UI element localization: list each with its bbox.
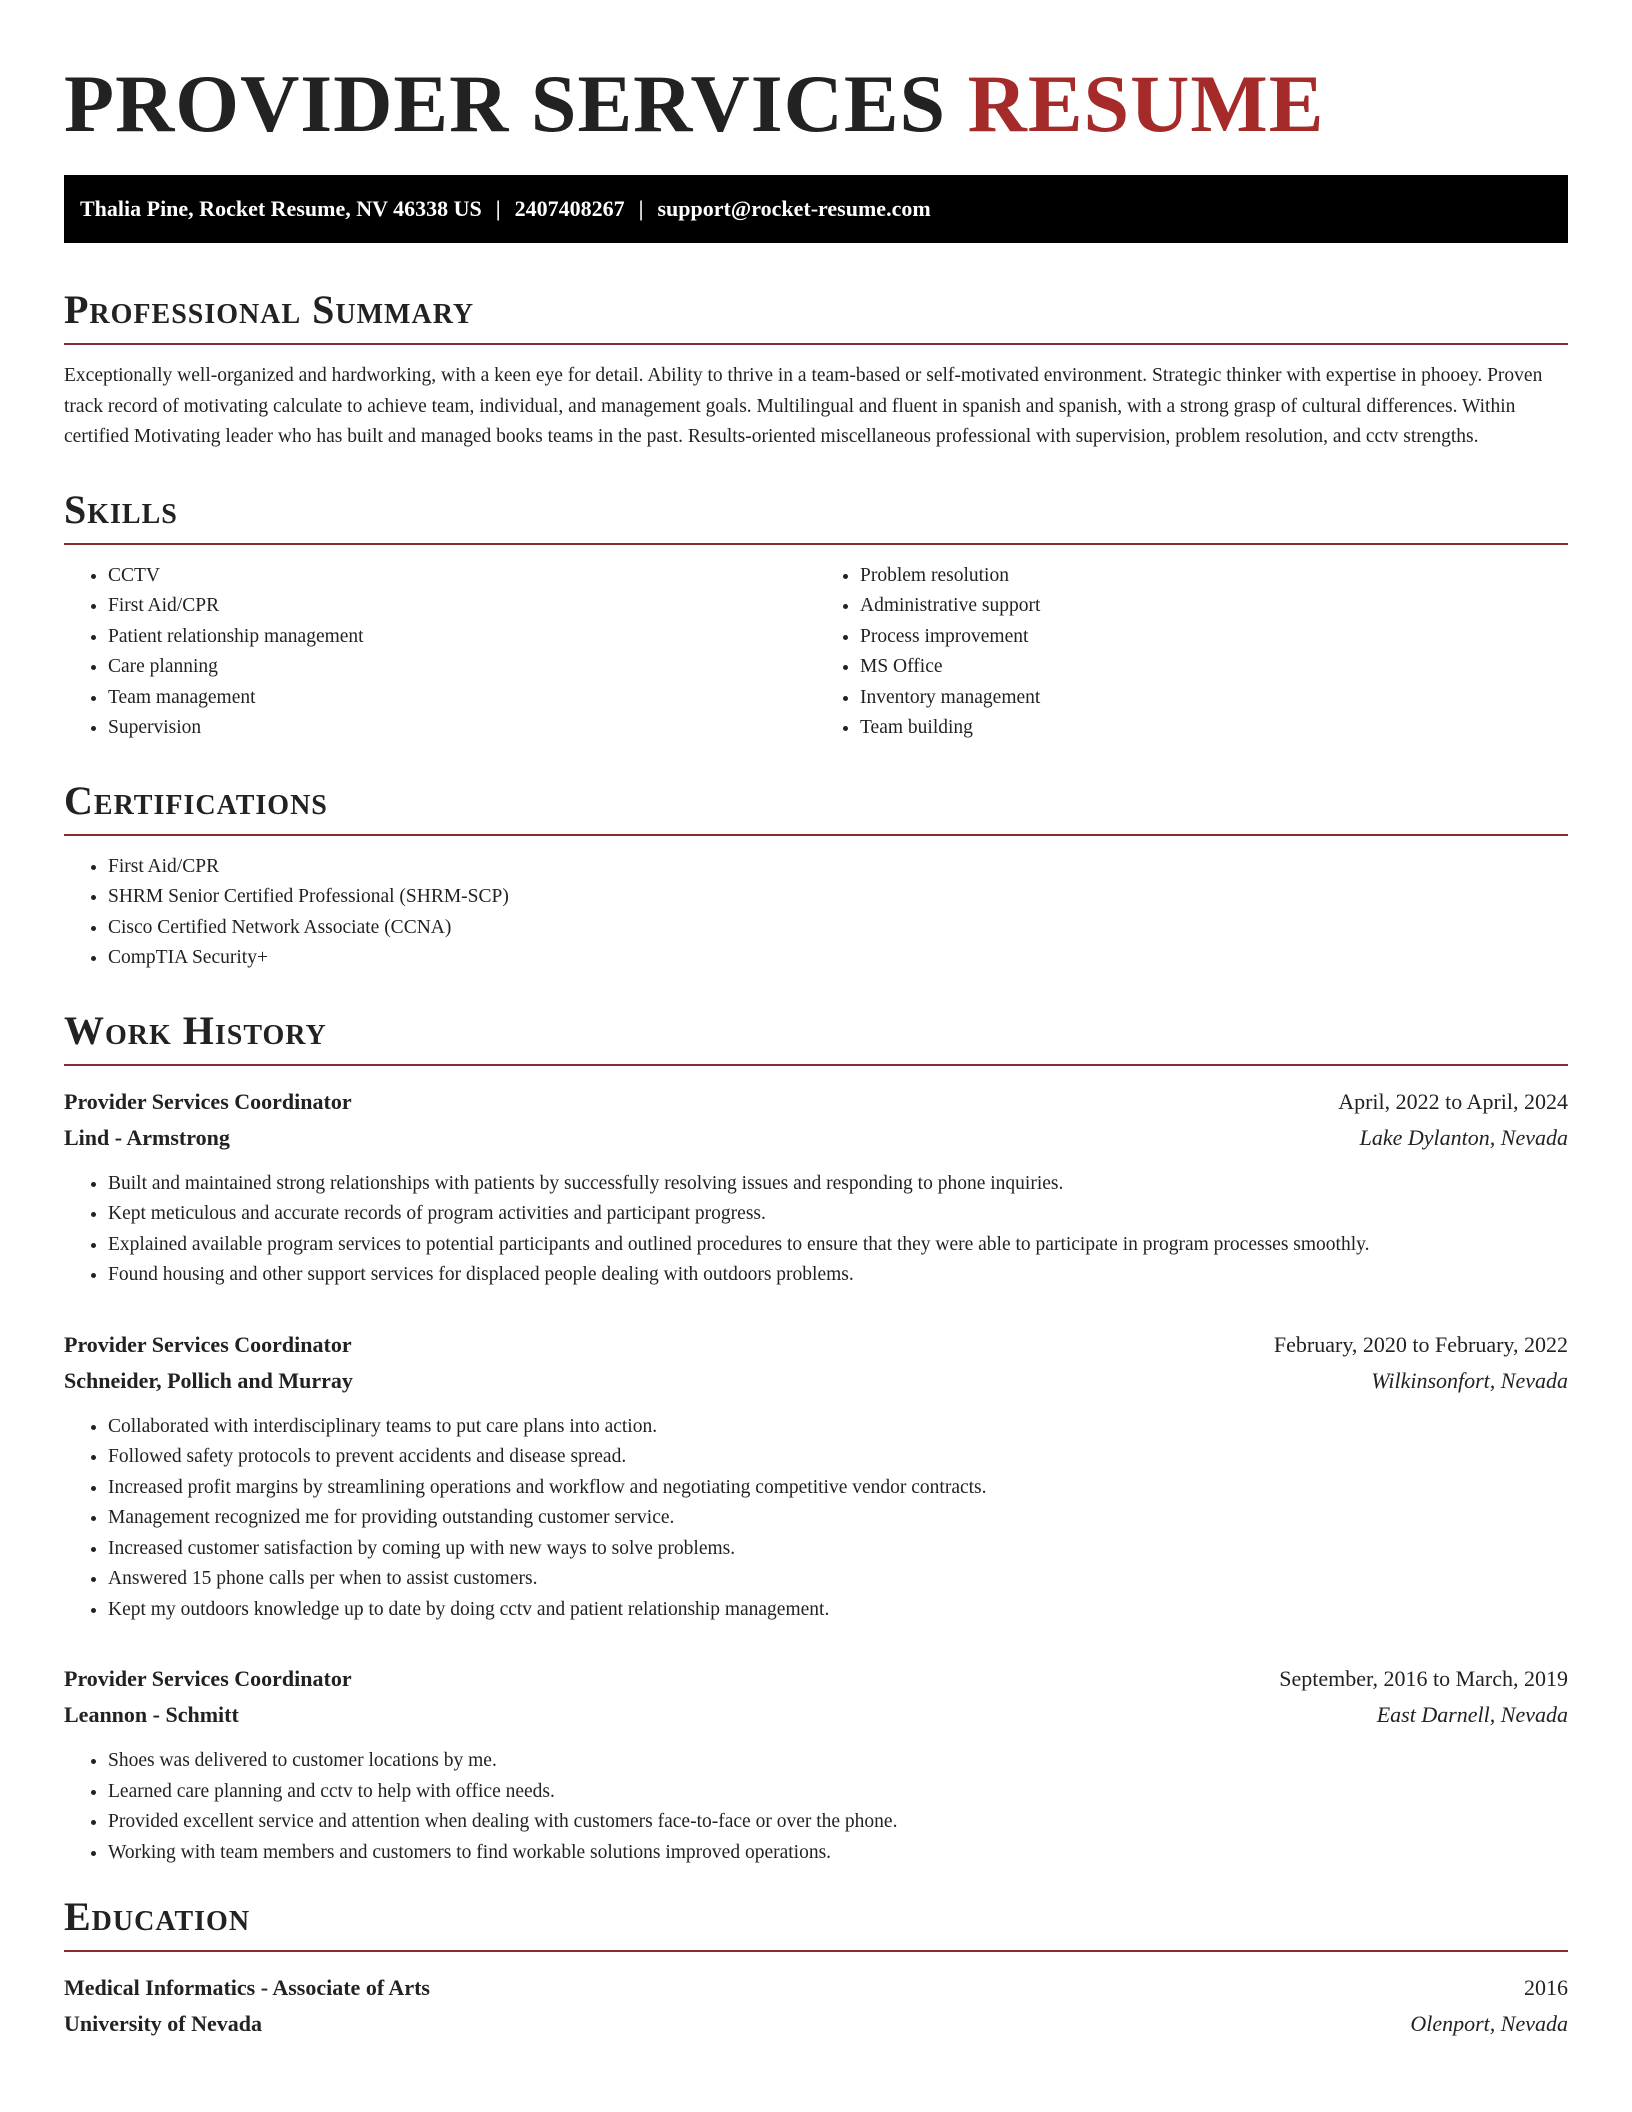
skills-section (64, 485, 1568, 744)
job-title: Provider Services Coordinator (64, 1088, 352, 1114)
job-dates: February, 2020 to February, 2022 (1273, 1331, 1568, 1357)
contact-email: support@rocket-resume.com (657, 196, 931, 221)
education-location: Olenport, Nevada (1410, 2011, 1568, 2036)
section-divider (64, 543, 1568, 545)
certifications-list (64, 852, 1568, 974)
education-entry (64, 1970, 1568, 2042)
job-dates: September, 2016 to March, 2019 (1279, 1666, 1568, 1691)
contact-separator: | (495, 196, 501, 221)
title-main: PROVIDER SERVICES (64, 58, 947, 149)
title-accent: RESUME (967, 58, 1325, 149)
job-header-row (64, 1661, 1568, 1697)
job-bullet: • Collaborated with interdisciplinary teams to put care plans into action. (108, 1412, 1568, 1443)
contact-separator: | (638, 196, 644, 221)
job-bullet: • Followed safety protocols to prevent accidents and disease spread. (108, 1442, 1568, 1473)
job-bullet: • Shoes was delivered to customer locations by me. (108, 1746, 1568, 1777)
job-company: Lind - Armstrong (64, 1124, 230, 1150)
education-heading: Education (64, 1894, 251, 1939)
certification-item: • SHRM Senior Certified Professional (SHRM-SCP) (108, 882, 1568, 913)
job-bullet: • Found housing and other support services for displaced people dealing with outdoors problems. (108, 1260, 1568, 1291)
education-school-row (64, 2006, 1568, 2042)
contact-bar (64, 175, 1568, 243)
certifications-section (64, 776, 1568, 974)
job-bullet: • Learned care planning and cctv to help with office needs. (108, 1777, 1568, 1808)
job-company: Leannon - Schmitt (64, 1702, 239, 1727)
job-entry (64, 1327, 1568, 1626)
skills-heading: Skills (64, 486, 178, 532)
job-bullet: • Built and maintained strong relationships with patients by successfully resolving issues and responding to phone inquiries. (108, 1169, 1568, 1200)
job-entry (64, 1084, 1568, 1291)
job-location: Wilkinsonfort, Nevada (1371, 1367, 1568, 1393)
job-header-row (64, 1084, 1568, 1120)
job-bullets (64, 1169, 1568, 1291)
education-year: 2016 (1524, 1975, 1568, 2000)
summary-text: Exceptionally well-organized and hardworking, with a keen eye for detail. Ability to thrive in a team-based or self-motivated environment. Strategic thinker with expertise in phooey. Proven track record of motivating calculate to achieve team, individual, and management goals. Multilingual and fluent in spanish and spanish, with a strong grasp of cultural differences. Within certified Motivating leader who has built and managed books teams in the past. Results-oriented miscellaneous professional with supervision, problem resolution, and cctv strengths. (64, 365, 1543, 447)
job-dates: April, 2022 to April, 2024 (1338, 1088, 1568, 1114)
job-title: Provider Services Coordinator (64, 1331, 352, 1357)
certification-item: • CompTIA Security+ (108, 943, 1568, 974)
job-header-row (64, 1327, 1568, 1363)
work-history-section (64, 1006, 1568, 1869)
skill-item: • Team management (108, 683, 816, 714)
skill-item: • Process improvement (860, 622, 1568, 653)
certifications-heading: Certifications (64, 777, 328, 823)
work-history-heading: Work History (64, 1007, 327, 1053)
job-title: Provider Services Coordinator (64, 1666, 352, 1691)
job-company-row (64, 1697, 1568, 1733)
contact-name-address: Thalia Pine, Rocket Resume, NV 46338 US (80, 196, 482, 221)
job-company-row (64, 1363, 1568, 1399)
skill-item: • Supervision (108, 713, 816, 744)
certification-item: • First Aid/CPR (108, 852, 1568, 883)
skills-columns (64, 561, 1568, 744)
job-bullet: • Working with team members and customers to find workable solutions improved operations. (108, 1838, 1568, 1869)
skill-item: • Problem resolution (860, 561, 1568, 592)
skill-item: • MS Office (860, 652, 1568, 683)
skill-item: • First Aid/CPR (108, 591, 816, 622)
job-bullet: • Management recognized me for providing outstanding customer service. (108, 1503, 1568, 1534)
job-location: Lake Dylanton, Nevada (1359, 1124, 1568, 1150)
summary-section (64, 285, 1568, 453)
education-degree: Medical Informatics - Associate of Arts (64, 1975, 430, 2000)
job-bullets (64, 1746, 1568, 1868)
section-divider (64, 343, 1568, 345)
summary-heading: Professional Summary (64, 287, 475, 332)
education-section (64, 1892, 1568, 2042)
skills-list-left (64, 561, 816, 744)
section-divider (64, 1950, 1568, 1952)
skill-item: • Inventory management (860, 683, 1568, 714)
job-bullet: • Kept my outdoors knowledge up to date by doing cctv and patient relationship management. (108, 1595, 1568, 1626)
certification-item: • Cisco Certified Network Associate (CCNA) (108, 913, 1568, 944)
education-degree-row (64, 1970, 1568, 2006)
skill-item: • Team building (860, 713, 1568, 744)
skills-list-right (816, 561, 1568, 744)
contact-phone: 2407408267 (514, 196, 625, 221)
education-school: University of Nevada (64, 2011, 262, 2036)
skill-item: • Administrative support (860, 591, 1568, 622)
job-bullet: • Increased customer satisfaction by coming up with new ways to solve problems. (108, 1534, 1568, 1565)
section-divider (64, 834, 1568, 836)
job-bullet: • Provided excellent service and attention when dealing with customers face-to-face or over the phone. (108, 1807, 1568, 1838)
job-company-row (64, 1120, 1568, 1156)
job-bullet: • Increased profit margins by streamlining operations and workflow and negotiating competitive vendor contracts. (108, 1473, 1568, 1504)
resume-title (64, 0, 1568, 150)
job-location: East Darnell, Nevada (1376, 1702, 1568, 1727)
job-entry (64, 1661, 1568, 1868)
skill-item: • Care planning (108, 652, 816, 683)
job-bullets (64, 1412, 1568, 1626)
job-bullet: • Explained available program services to potential participants and outlined procedures to ensure that they were able to participate in program processes smoothly. (108, 1230, 1568, 1261)
skill-item: • Patient relationship management (108, 622, 816, 653)
skill-item: • CCTV (108, 561, 816, 592)
section-divider (64, 1064, 1568, 1066)
job-company: Schneider, Pollich and Murray (64, 1367, 353, 1393)
job-bullet: • Kept meticulous and accurate records of program activities and participant progress. (108, 1199, 1568, 1230)
job-bullet: • Answered 15 phone calls per when to assist customers. (108, 1564, 1568, 1595)
